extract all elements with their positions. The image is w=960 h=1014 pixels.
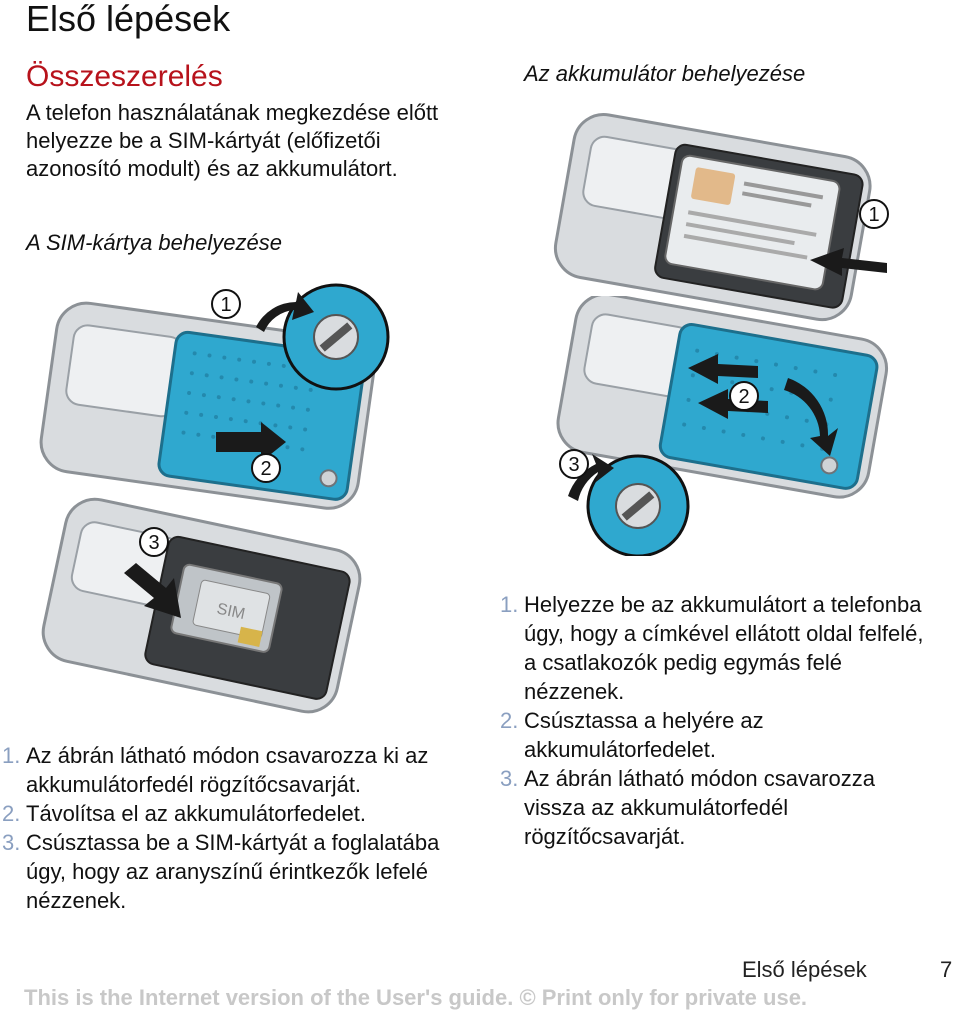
callout-2: 2 xyxy=(260,458,272,480)
list-item xyxy=(0,799,470,828)
sim-card-label: SIM xyxy=(215,600,247,624)
page-number: 7 xyxy=(940,957,953,982)
list-item xyxy=(0,741,470,799)
callout-1: 1 xyxy=(220,294,232,316)
list-item xyxy=(0,828,470,915)
callout-3: 3 xyxy=(568,454,580,476)
step-number: 2. xyxy=(500,708,519,733)
callout-1: 1 xyxy=(868,204,880,226)
step-number: 2. xyxy=(2,801,21,826)
step-text: Az ábrán látható módon csavarozza vissza az akkumulátorfedél rögzítőcsavarját. xyxy=(524,766,875,849)
footer-section-name: Első lépések xyxy=(742,957,867,982)
illustration-insert-sim xyxy=(36,488,366,728)
intro-paragraph: A telefon használatának megkezdése előtt helyezze be a SIM-kártyát (előfizetői azonosító modult) és az akkumulátort. xyxy=(26,100,439,181)
footer-watermark: This is the Internet version of the User's guide. © Print only for private use. xyxy=(24,985,808,1010)
step-number: 3. xyxy=(2,830,21,855)
sim-heading: A SIM-kártya behelyezése xyxy=(26,230,282,255)
illustration-replace-cover xyxy=(548,296,898,556)
list-item xyxy=(498,764,938,851)
callout-2: 2 xyxy=(738,386,750,408)
battery-steps-list xyxy=(498,590,938,851)
battery-heading: Az akkumulátor behelyezése xyxy=(524,61,806,86)
step-number: 3. xyxy=(500,766,519,791)
step-text: Távolítsa el az akkumulátorfedelet. xyxy=(26,801,366,826)
step-number: 1. xyxy=(2,743,21,768)
step-text: Csúsztassa a helyére az akkumulátorfedelet. xyxy=(524,708,764,762)
list-item xyxy=(498,706,938,764)
list-item xyxy=(498,590,938,706)
page-title: Első lépések xyxy=(26,0,231,39)
callout-3: 3 xyxy=(148,532,160,554)
step-number: 1. xyxy=(500,592,519,617)
sim-steps-list xyxy=(0,741,470,915)
step-text: Helyezze be az akkumulátort a telefonba úgy, hogy a címkével ellátott oldal felfelé, a csatlakozók pedig egymás felé nézzenek. xyxy=(524,592,924,704)
step-text: Az ábrán látható módon csavarozza ki az akkumulátorfedél rögzítőcsavarját. xyxy=(26,743,429,797)
step-text: Csúsztassa be a SIM-kártyát a foglalatába úgy, hogy az aranyszínű érintkezők lefelé nézzenek. xyxy=(26,830,440,913)
section-title: Összeszerelés xyxy=(26,60,223,93)
